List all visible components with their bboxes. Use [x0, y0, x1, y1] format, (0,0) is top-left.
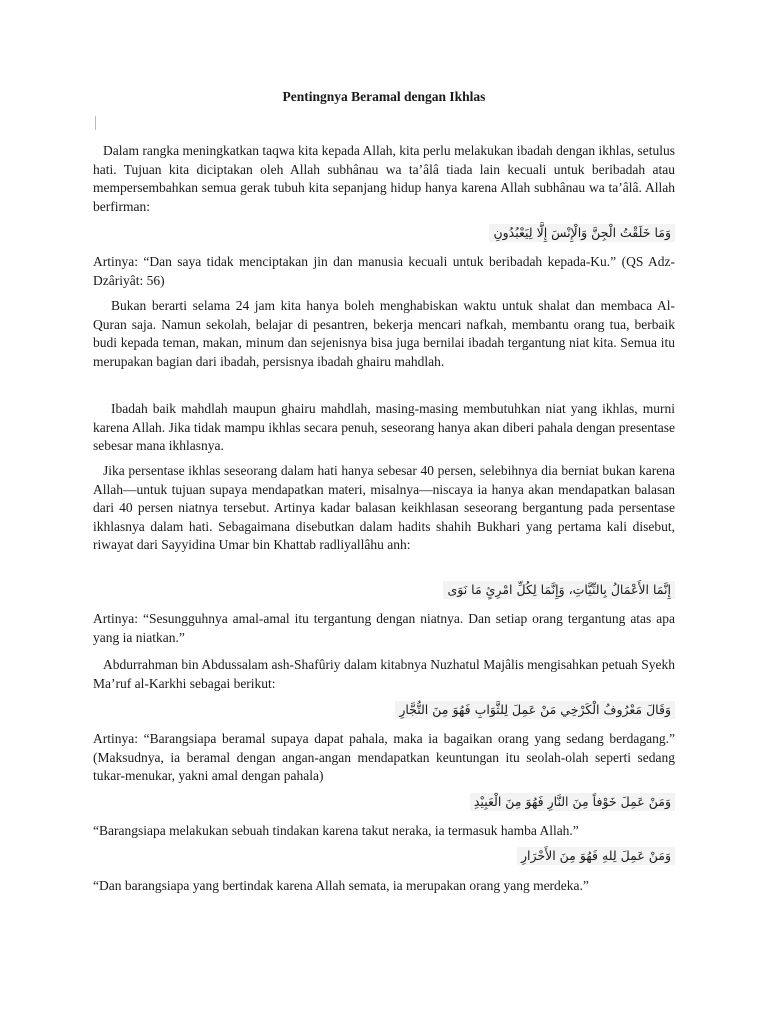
arabic-quote-khauf: وَمَنْ عَمِلَ خَوْفاً مِنَ النَّارِ فَهُوَ مِنَ الْعَبِيْدِ — [470, 793, 675, 811]
arabic-quote-maruf-karkhi: وَقَالَ مَعْرُوفُ الْكَرْخِي مَنْ عَمِلَ لِلثَّوَابِ فَهُوَ مِنَ التُّجَّارِ — [395, 701, 675, 719]
paragraph-translation-3: Artinya: “Barangsiapa beramal supaya dapat pahala, maka ia bagaikan orang yang sedang berdagang.” (Maksudnya, ia beramal dengan angan-angan mendapatkan keuntungan itu seolah-olah seperti sedang tukar-menukar, yakni amal dengan pahala) — [93, 731, 675, 784]
document-title: Pentingnya Beramal dengan Ikhlas — [282, 89, 486, 104]
paragraph-translation-1: Artinya: “Dan saya tidak menciptakan jin dan manusia kecuali untuk beribadah kepada-Ku.” (QS Adz-Dzâriyât: 56) — [93, 254, 675, 288]
paragraph-translation-5: “Dan barangsiapa yang bertindak karena Allah semata, ia merupakan orang yang merdeka.” — [93, 878, 589, 893]
arabic-quote-ahrar: وَمَنْ عَمِلَ لِلهِ فَهُوَ مِنَ الأَحْرَارِ — [517, 847, 675, 865]
paragraph-intro: Dalam rangka meningkatkan taqwa kita kepada Allah, kita perlu melakukan ibadah dengan ikhlas, setulus hati. Tujuan kita diciptakan oleh Allah subhânau wa ta’âlâ tiada lain kecuali untuk beribadah atau mempersembahkan semua gerak tubuh kita sepanjang hidup hanya karena Allah subhânau wa ta’âlâ. Allah berfirman: — [93, 143, 675, 214]
paragraph-translation-2: Artinya: “Sesungguhnya amal-amal itu tergantung dengan niatnya. Dan setiap orang tergantung atas apa yang ia niatkan.” — [93, 611, 675, 645]
arabic-verse-adz-dzariyat: وَمَا خَلَقْتُ الْجِنَّ وَالْإِنْسَ إِلَّا لِيَعْبُدُونِ — [489, 224, 675, 242]
text-cursor-mark — [95, 116, 96, 130]
paragraph-nuzhatul-majalis: Abdurrahman bin Abdussalam ash-Shafûriy dalam kitabnya Nuzhatul Majâlis mengisahkan petuah Syekh Ma’ruf al-Karkhi sebagai berikut: — [93, 657, 675, 691]
paragraph-niat-ikhlas: Ibadah baik mahdlah maupun ghairu mahdlah, masing-masing membutuhkan niat yang ikhlas, murni karena Allah. Jika tidak mampu ikhlas secara penuh, seseorang hanya akan diberi pahala dengan presentase sebesar mana ikhlasnya. — [93, 401, 675, 454]
paragraph-ibadah-ghairu-mahdlah: Bukan berarti selama 24 jam kita hanya boleh menghabiskan waktu untuk shalat dan membaca Al-Quran saja. Namun sekolah, belajar di pesantren, bekerja mencari nafkah, membantu orang tua, berbaik budi kepada teman, makan, minum dan sejenisnya bisa juga bernilai ibadah tergantung niat kita. Semua itu merupakan bagian dari ibadah, persisnya ibadah ghairu mahdlah. — [93, 298, 675, 369]
paragraph-persentase-ikhlas: Jika persentase ikhlas seseorang dalam hati hanya sebesar 40 persen, selebihnya dia berniat bukan karena Allah—untuk tujuan supaya mendapatkan materi, misalnya—niscaya ia hanya akan mendapatkan balasan dari 40 persen niatnya tersebut. Artinya kadar balasan keikhlasan seseorang bergantung pada persentase ikhlasnya dalam hati. Sebagaimana disebutkan dalam hadits shahih Bukhari yang pertama kali disebut, riwayat dari Sayyidina Umar bin Khattab radliyallâhu anh: — [93, 463, 675, 553]
arabic-hadith-niat: إِنَّمَا الأَعْمَالُ بِالنِّيَّاتِ، وَإِنَّمَا لِكُلِّ امْرِئٍ مَا نَوَى — [443, 581, 675, 599]
paragraph-translation-4: “Barangsiapa melakukan sebuah tindakan karena takut neraka, ia termasuk hamba Allah.” — [93, 823, 579, 838]
